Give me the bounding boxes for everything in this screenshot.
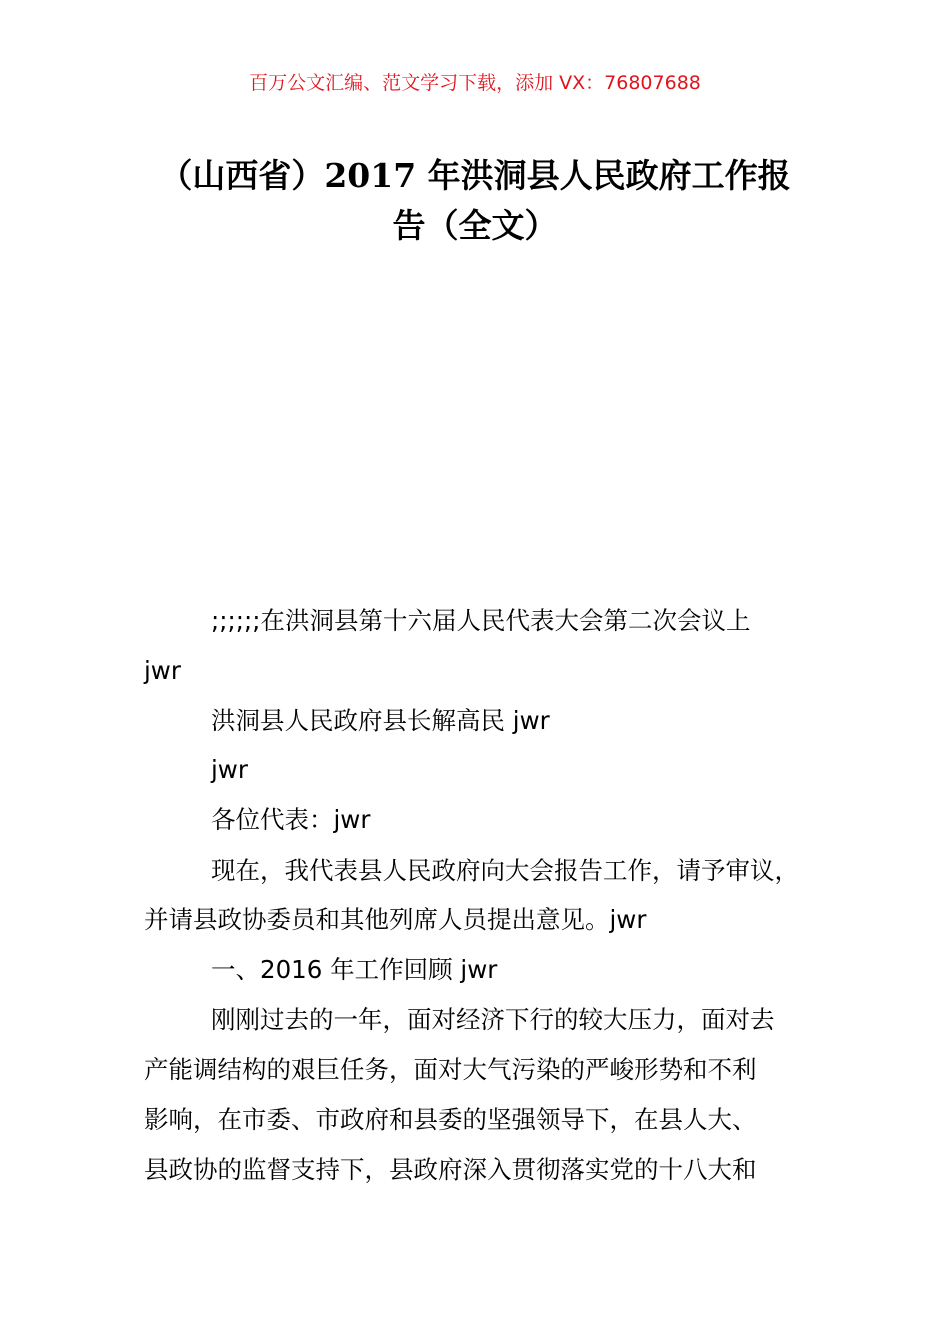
document-title-line-2: 告（全文） — [392, 206, 558, 245]
body-line: jwr — [144, 656, 181, 685]
body-line: 洪洞县人民政府县长解高民 jwr — [211, 706, 550, 735]
document-title-line-1: （山西省）2017 年洪洞县人民政府工作报 — [159, 156, 791, 195]
body-line: ;;;;;;在洪洞县第十六届人民代表大会第二次会议上 — [211, 606, 751, 635]
watermark-banner: 百万公文汇编、范文学习下载，添加 VX：76807688 — [249, 72, 701, 94]
body-line: 县政协的监督支持下，县政府深入贯彻落实党的十八大和 — [144, 1155, 757, 1184]
body-line: 现在，我代表县人民政府向大会报告工作，请予审议， — [211, 856, 799, 885]
body-line: 影响，在市委、市政府和县委的坚强领导下，在县人大、 — [144, 1105, 757, 1134]
body-line: 刚刚过去的一年，面对经济下行的较大压力，面对去 — [211, 1005, 775, 1034]
body-line: jwr — [211, 755, 248, 784]
body-line: 并请县政协委员和其他列席人员提出意见。jwr — [144, 905, 647, 934]
body-line: 产能调结构的艰巨任务，面对大气污染的严峻形势和不利 — [144, 1055, 757, 1084]
section-heading: 一、2016 年工作回顾 jwr — [211, 955, 498, 984]
body-line: 各位代表：jwr — [211, 805, 371, 834]
